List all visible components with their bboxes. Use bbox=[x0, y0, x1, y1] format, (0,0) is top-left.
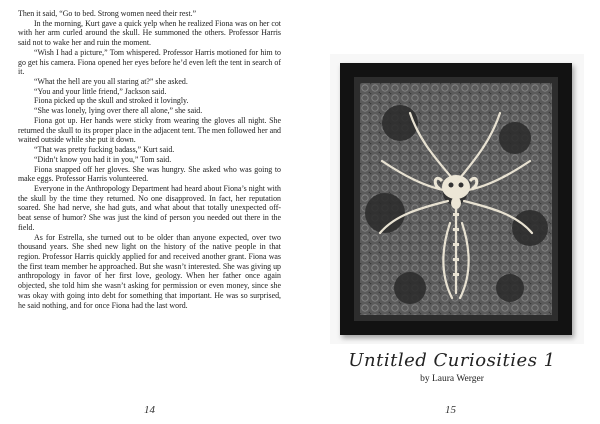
paragraph: In the morning, Kurt gave a quick yelp when he realized Fiona was on her cot with her arm curled around the skull. He summoned the others. Professor Harris said not to wake her and ruin the moment. bbox=[18, 18, 281, 48]
story-text bbox=[18, 9, 281, 310]
page-number: 15 bbox=[445, 404, 456, 416]
artwork-author: by Laura Werger bbox=[420, 374, 484, 384]
artwork-title: Untitled Curiosities 1 bbox=[348, 350, 556, 371]
paragraph: “She was lonely, lying over there all alone,” she said. bbox=[34, 106, 203, 116]
paragraph: “That was pretty fucking badass,” Kurt said. bbox=[34, 145, 175, 155]
shadow-box-frame bbox=[340, 63, 572, 335]
paragraph: “Didn’t know you had it in you,” Tom said. bbox=[34, 154, 172, 164]
right-page bbox=[300, 0, 600, 424]
artwork-photo bbox=[330, 54, 584, 344]
paragraph: Fiona snapped off her gloves. She was hungry. She asked who was going to make eggs. Professor Harris volunteered. bbox=[18, 164, 281, 184]
page-number: 14 bbox=[144, 404, 155, 416]
paragraph: Fiona got up. Her hands were sticky from wearing the gloves all night. She returned the skull to its proper place in the adjacent tent. The men followed her and waited outside while she put it down. bbox=[18, 115, 281, 145]
paragraph: Then it said, “Go to bed. Strong women need their rest.” bbox=[18, 9, 197, 18]
paragraph: As for Estrella, she turned out to be older than anyone expected, over two thousand years. She shed new light on the history of the native people in that region. Professor Harris quickly applied for and received another grant. Fiona was the first team member he approached. But she wasn’t interested. She was giving up anthropology in favor of her first love, geology. When her father once again objected, she told him she wasn’t asking for permission or even money, since she was okay with going into debt for something that important. He was so surprised, he said nothing, and for once Fiona had the last word. bbox=[18, 232, 281, 310]
paragraph: Everyone in the Anthropology Department had heard about Fiona’s night with the skull by the time they returned. No one disapproved. In fact, her reputation soared. She had nerve, she had guts, and what about that totally unexpected off-beat sense of humor? She was just the kind of person you needed out there in the field. bbox=[18, 183, 281, 232]
skull-specimen-image bbox=[340, 63, 572, 335]
paragraph: “Wish I had a picture,” Tom whispered. Professor Harris motioned for him to go get his camera. Fiona opened her eyes before he’d even left the tent in search of it. bbox=[18, 47, 281, 77]
paragraph: “What the hell are you all staring at?” she asked. bbox=[34, 77, 188, 87]
paragraph: Fiona picked up the skull and stroked it lovingly. bbox=[34, 96, 189, 106]
paragraph: “You and your little friend,” Jackson said. bbox=[34, 86, 167, 96]
